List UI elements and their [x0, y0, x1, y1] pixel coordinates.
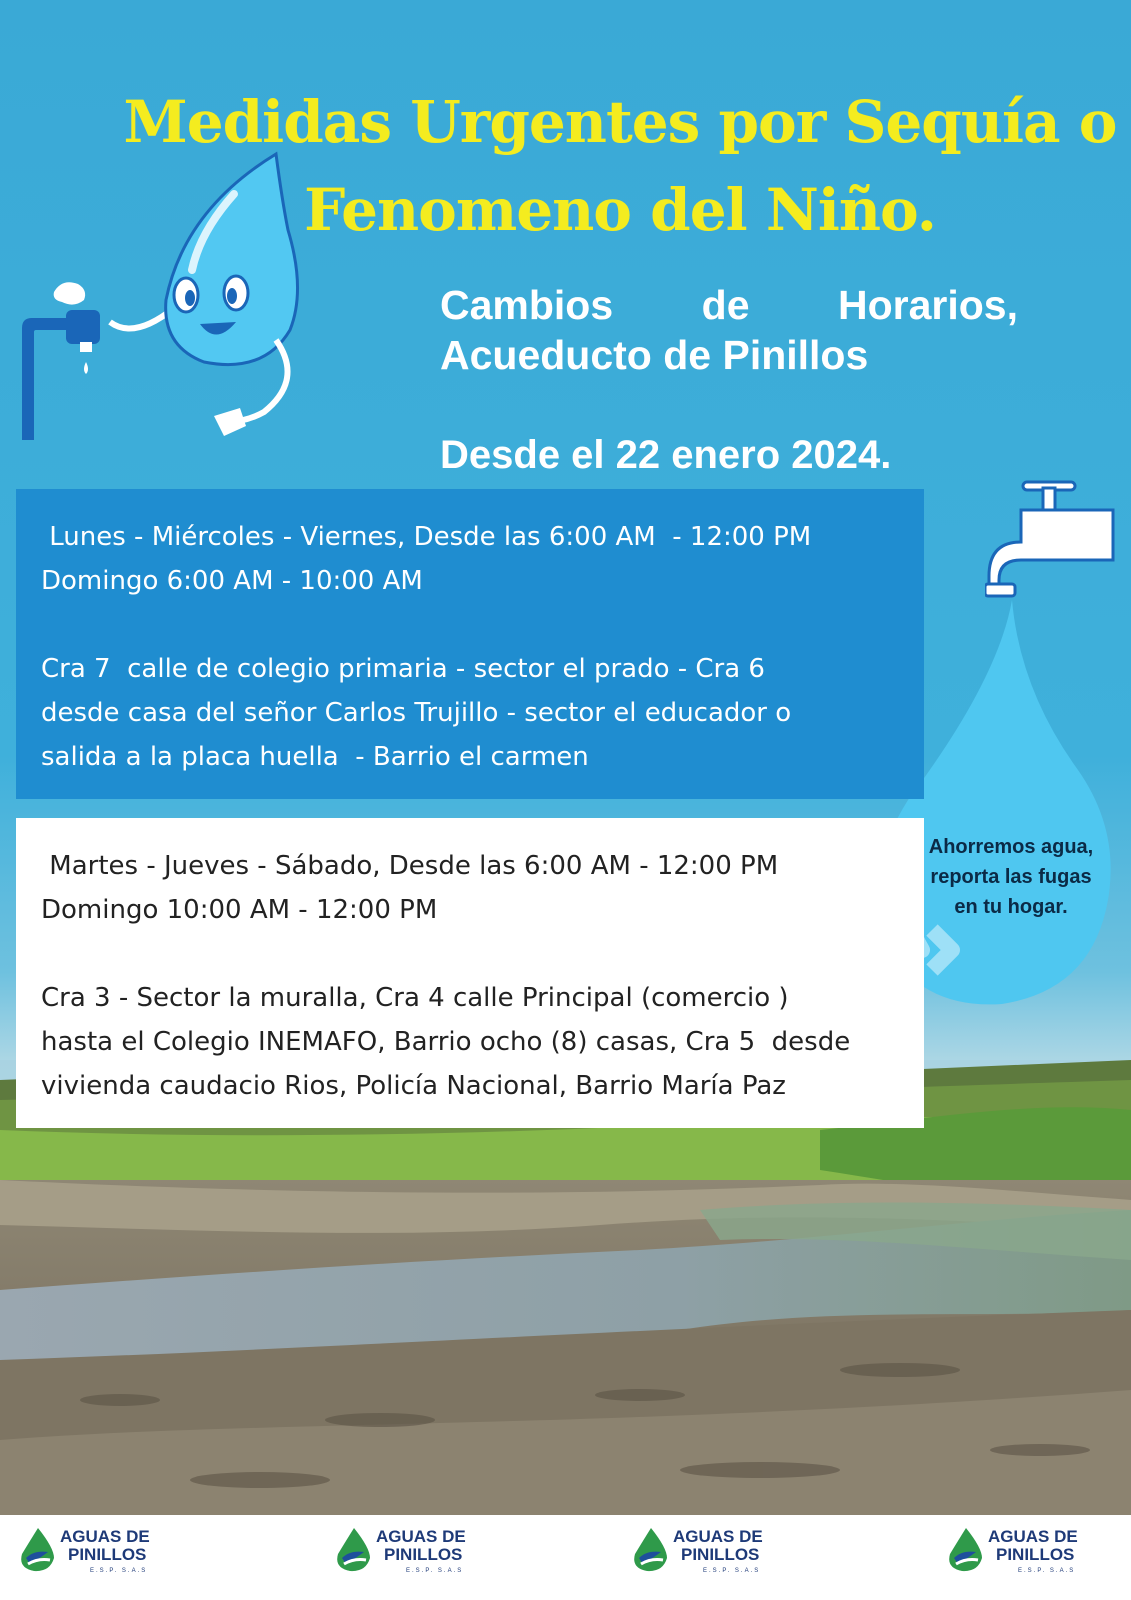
aguas-de-pinillos-logo-icon — [633, 1528, 669, 1572]
schedule-sectors-2: desde casa del señor Carlos Trujillo - sector el educador o — [41, 698, 792, 728]
logo-line-3: E.S.P. S.A.S — [703, 1568, 761, 1574]
logo-line-2: PINILLOS — [384, 1545, 463, 1564]
title-line-1: Medidas Urgentes por Sequía o — [123, 88, 1117, 156]
logo-line-1: AGUAS DE — [988, 1527, 1078, 1546]
schedule-days: Lunes - Miércoles - Viernes, Desde las 6:00 AM - 12:00 PM — [41, 522, 812, 552]
company-logo — [20, 1522, 170, 1582]
schedule-days: Martes - Jueves - Sábado, Desde las 6:00 AM - 12:00 PM — [41, 851, 779, 881]
schedule-box-mon-wed-fri — [16, 489, 924, 799]
schedule-sectors-2: hasta el Colegio INEMAFO, Barrio ocho (8) casas, Cra 5 desde — [41, 1027, 851, 1057]
company-logo — [633, 1522, 783, 1582]
aguas-de-pinillos-logo-icon — [336, 1528, 372, 1572]
schedule-sectors-1: Cra 7 calle de colegio primaria - sector el prado - Cra 6 — [41, 654, 765, 684]
logo-line-3: E.S.P. S.A.S — [406, 1568, 464, 1574]
tagline-line-2: reporta las fugas — [930, 866, 1092, 888]
company-logo — [948, 1522, 1098, 1582]
subtitle-line-2: Acueducto de Pinillos — [440, 332, 869, 378]
logo-line-3: E.S.P. S.A.S — [1018, 1568, 1076, 1574]
schedule-sectors-1: Cra 3 - Sector la muralla, Cra 4 calle Principal (comercio ) — [41, 983, 789, 1013]
title-line-2: Fenomeno del Niño. — [304, 176, 936, 244]
subtitle — [440, 280, 1018, 380]
dry-river-photo — [0, 1060, 1131, 1515]
schedule-sunday: Domingo 6:00 AM - 10:00 AM — [41, 566, 423, 596]
logo-line-3: E.S.P. S.A.S — [90, 1568, 148, 1574]
tagline-line-3: en tu hogar. — [954, 896, 1068, 918]
logo-line-2: PINILLOS — [681, 1545, 760, 1564]
logo-line-1: AGUAS DE — [673, 1527, 763, 1546]
logo-line-2: PINILLOS — [996, 1545, 1075, 1564]
schedule-sunday: Domingo 10:00 AM - 12:00 PM — [41, 895, 438, 925]
logo-line-2: PINILLOS — [68, 1545, 147, 1564]
aguas-de-pinillos-logo-icon — [20, 1528, 56, 1572]
schedule-box-tue-thu-sat — [16, 818, 924, 1128]
schedule-sectors-3: vivienda caudacio Rios, Policía Nacional, Barrio María Paz — [41, 1071, 786, 1101]
aguas-de-pinillos-logo-icon — [948, 1528, 984, 1572]
start-date: Desde el 22 enero 2024. — [440, 433, 892, 477]
company-logo — [336, 1522, 486, 1582]
subtitle-line-1: Cambios de Horarios, — [440, 282, 1018, 328]
schedule-sectors-3: salida a la placa huella - Barrio el carmen — [41, 742, 589, 772]
water-drop-mascot-icon — [14, 150, 314, 450]
faucet-icon — [985, 480, 1120, 600]
water-saving-tagline — [908, 832, 1114, 922]
tagline-line-1: Ahorremos agua, — [928, 836, 1094, 858]
logo-line-1: AGUAS DE — [60, 1527, 150, 1546]
logo-line-1: AGUAS DE — [376, 1527, 466, 1546]
